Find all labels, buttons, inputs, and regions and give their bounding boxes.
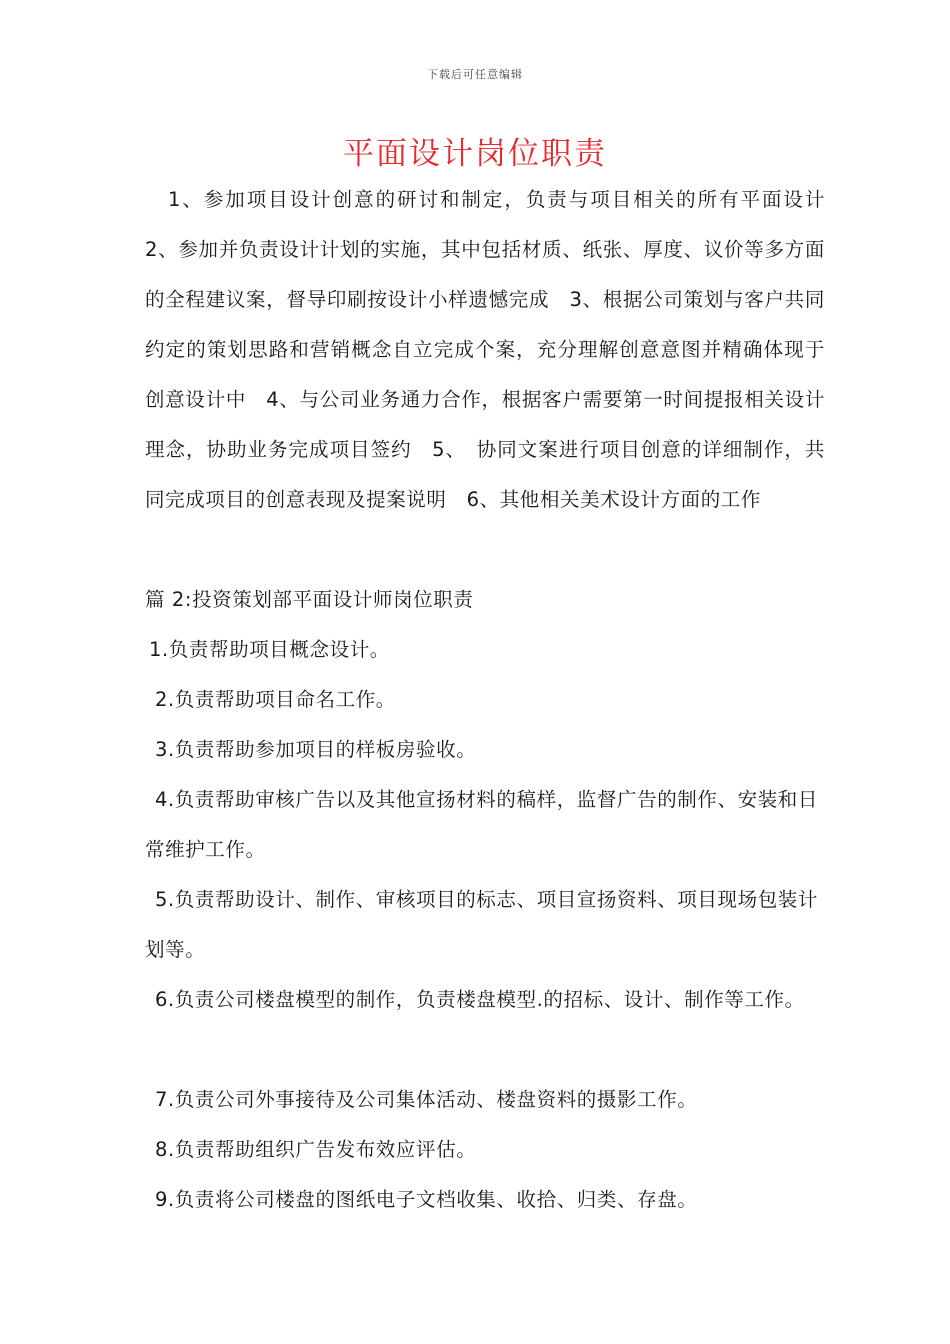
list-item: 6.负责公司楼盘模型的制作，负责楼盘模型.的招标、设计、制作等工作。	[155, 988, 805, 1011]
paragraph-duties: 1、参加项目设计创意的研讨和制定，负责与项目相关的所有平面设计 2、参加并负责设计计划的实施，其中包括材质、纸张、厚度、议价等多方面的全程建议案，督导印刷按设计小样遗憾完成 3、根据公司策划与客户共同约定的策划思路和营销概念自立完成个案，充分理解创意意图并精确体现于创意设计中 4、与公司业务通力合作，根据客户需要第一时间提报相关设计理念，协助业务完成项目签约 5、 协同文案进行项目创意的详细制作，共同完成项目的创意表现及提案说明 6、其他相关美术设计方面的工作	[145, 188, 846, 511]
list-item: 9.负责将公司楼盘的图纸电子文档收集、收拾、归类、存盘。	[155, 1188, 698, 1211]
section-heading: 篇 2:投资策划部平面设计师岗位职责	[145, 588, 474, 611]
list-item: 3.负责帮助参加项目的样板房验收。	[155, 738, 477, 761]
page-title: 平面设计岗位职责	[343, 136, 607, 172]
list-item: 2.负责帮助项目命名工作。	[155, 688, 396, 711]
list-item: 5.负责帮助设计、制作、审核项目的标志、项目宣扬资料、项目现场包装计划等。	[145, 888, 819, 961]
list-item: 7.负责公司外事接待及公司集体活动、楼盘资料的摄影工作。	[155, 1088, 698, 1111]
list-item: 1.负责帮助项目概念设计。	[149, 638, 390, 661]
list-item: 8.负责帮助组织广告发布效应评估。	[155, 1138, 477, 1161]
header-note: 下载后可任意编辑	[427, 68, 523, 81]
list-item: 4.负责帮助审核广告以及其他宣扬材料的稿样，监督广告的制作、安装和日常维护工作。	[145, 788, 819, 861]
